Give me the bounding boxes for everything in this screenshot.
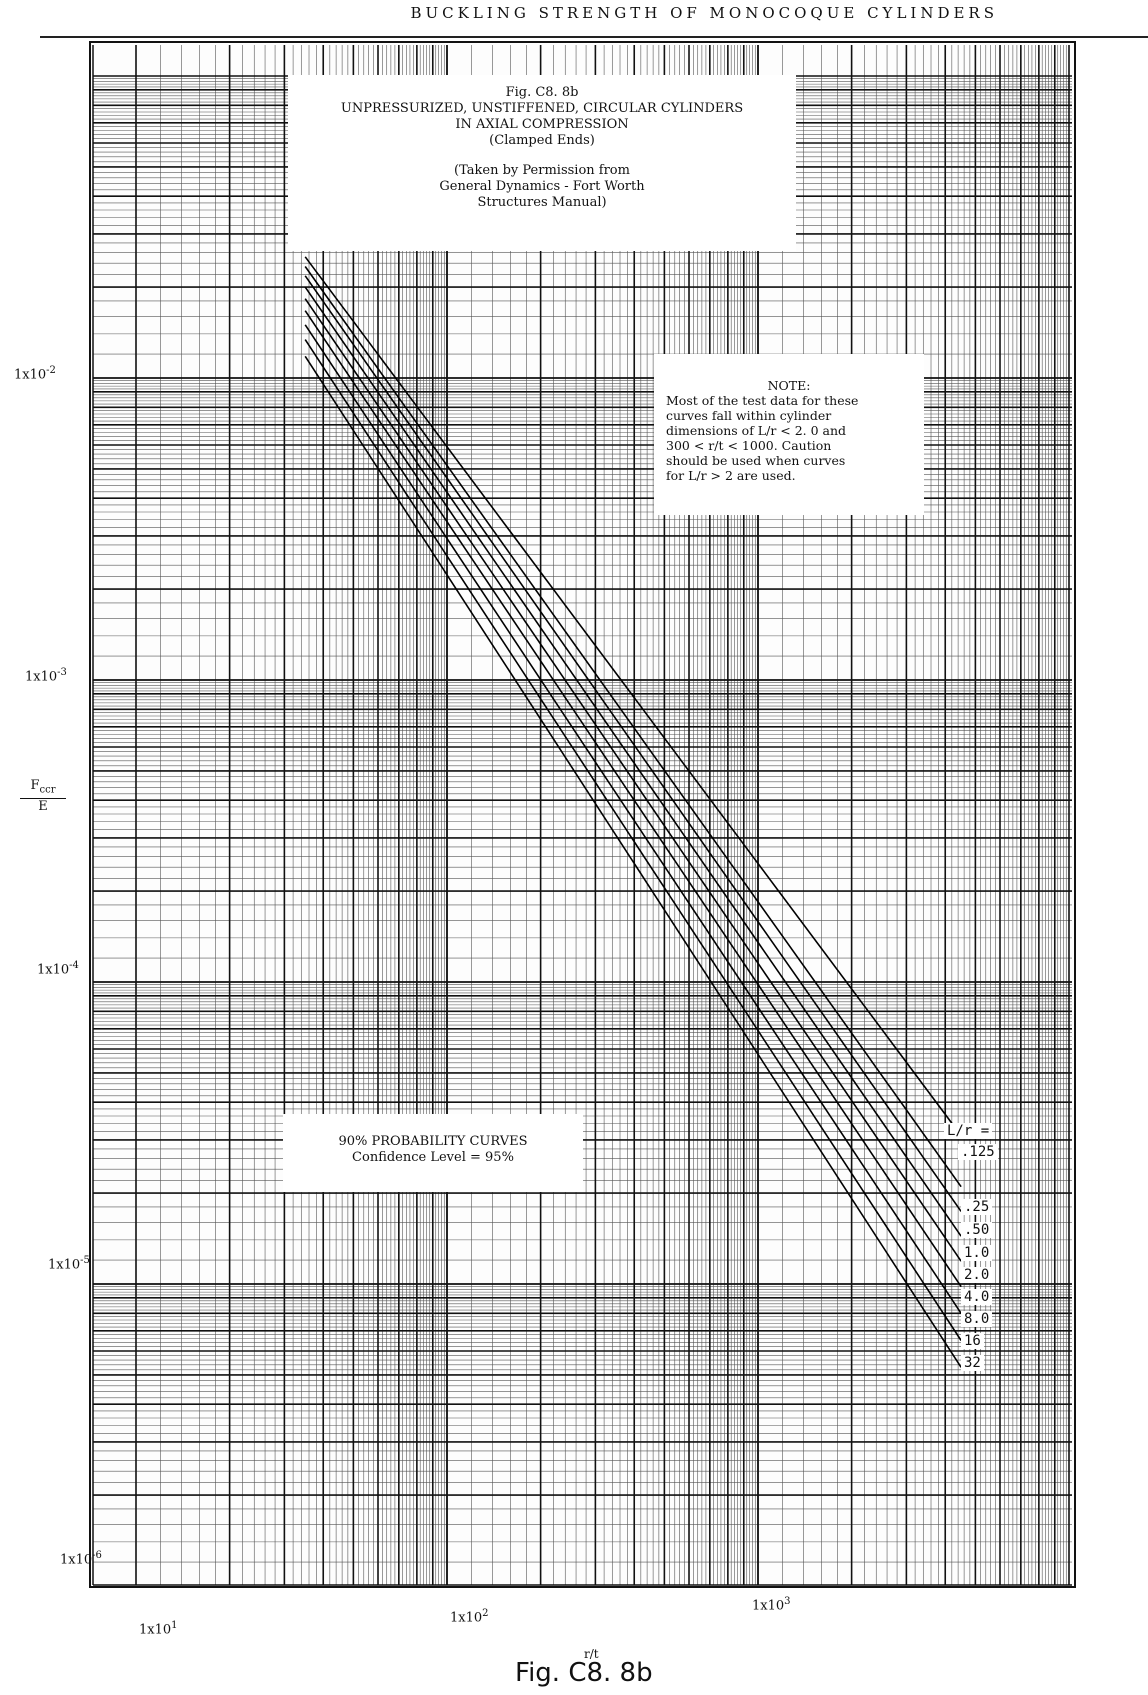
note-box bbox=[654, 354, 924, 515]
series-label-0125: .125 bbox=[958, 1144, 998, 1160]
x-tick-label-1e1: $1x10^1$ bbox=[139, 1620, 178, 1638]
y-tick-label-1e-6: $1x10^{-6}$ bbox=[60, 1550, 102, 1568]
y-axis-label-sub: ccr bbox=[39, 784, 56, 796]
y-axis-label-main: F bbox=[30, 778, 40, 793]
title-line-2: IN AXIAL COMPRESSION bbox=[455, 117, 629, 132]
y-tick-label-1e-4: $1x10^{-4}$ bbox=[37, 960, 79, 978]
note-line-1: Most of the test data for these bbox=[666, 393, 859, 408]
figure-number: Fig. C8. 8b bbox=[505, 85, 579, 100]
x-tick-label-1e3: $1x10^3$ bbox=[752, 1596, 791, 1614]
note-line-6: for L/r > 2 are used. bbox=[666, 468, 796, 483]
source-line-3: Structures Manual) bbox=[477, 195, 607, 210]
series-label-20: 2.0 bbox=[961, 1267, 992, 1283]
probability-line-2: Confidence Level = 95% bbox=[352, 1150, 514, 1165]
x-tick-label-1e2: $1x10^2$ bbox=[450, 1608, 489, 1626]
title-line-3: (Clamped Ends) bbox=[489, 133, 595, 148]
series-label-025: .25 bbox=[961, 1199, 992, 1215]
series-label-80: 8.0 bbox=[961, 1311, 992, 1327]
series-label-16: 16 bbox=[961, 1333, 984, 1349]
source-line-1: (Taken by Permission from bbox=[454, 163, 630, 178]
note-line-5: should be used when curves bbox=[666, 453, 846, 468]
note-line-3: dimensions of L/r < 2. 0 and bbox=[666, 423, 847, 438]
probability-line-1: 90% PROBABILITY CURVES bbox=[338, 1134, 528, 1149]
y-tick-label-1e-3: $1x10^{-3}$ bbox=[25, 667, 67, 685]
y-tick-label-1e-2: $1x10^{-2}$ bbox=[14, 365, 56, 383]
note-heading: NOTE: bbox=[767, 378, 811, 393]
title-line-1: UNPRESSURIZED, UNSTIFFENED, CIRCULAR CYLINDERS bbox=[340, 101, 744, 116]
series-label-10: 1.0 bbox=[961, 1245, 992, 1261]
header-text: BUCKLING STRENGTH OF MONOCOQUE CYLINDERS bbox=[410, 4, 998, 22]
series-label-40: 4.0 bbox=[961, 1289, 992, 1305]
figure-caption: Fig. C8. 8b bbox=[515, 1658, 653, 1688]
y-tick-label-1e-5: $1x10^{-5}$ bbox=[48, 1255, 90, 1273]
series-label-32: 32 bbox=[961, 1355, 984, 1371]
y-axis-label bbox=[20, 778, 66, 814]
probability-box bbox=[283, 1114, 583, 1192]
source-line-2: General Dynamics - Fort Worth bbox=[439, 179, 645, 194]
series-label-050: .50 bbox=[961, 1222, 992, 1238]
note-line-2: curves fall within cylinder bbox=[666, 408, 832, 423]
title-box bbox=[288, 75, 796, 251]
y-axis-label-den: E bbox=[38, 798, 48, 814]
note-line-4: 300 < r/t < 1000. Caution bbox=[666, 438, 832, 453]
series-header-label: L/r = bbox=[944, 1123, 992, 1139]
x-axis-label: r/t bbox=[584, 1647, 599, 1661]
